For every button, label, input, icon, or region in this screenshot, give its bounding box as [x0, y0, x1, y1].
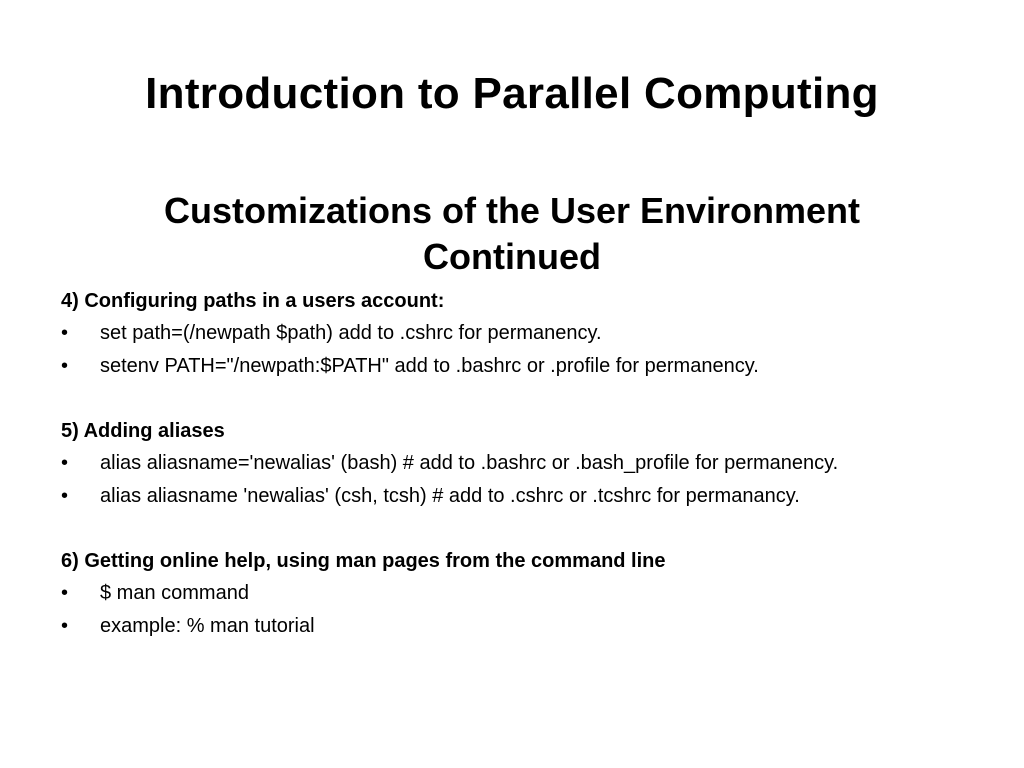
bullet-icon: •	[61, 485, 69, 507]
list-item	[61, 447, 1001, 480]
section-heading-paths: 4) Configuring paths in a users account:	[61, 290, 445, 312]
slide-subtitle	[112, 188, 912, 280]
bullet-icon: •	[61, 322, 69, 344]
section-heading-aliases: 5) Adding aliases	[61, 420, 225, 442]
subtitle-line-2: Continued	[423, 236, 601, 277]
slide-body	[61, 285, 1001, 643]
list-item-text: alias aliasname='newalias' (bash) # add to .bashrc or .bash_profile for permanency.	[100, 452, 839, 474]
list-item	[61, 577, 1001, 610]
list-item	[61, 350, 1001, 383]
list-item-text: $ man command	[100, 582, 249, 604]
list-item	[61, 610, 1001, 643]
subtitle-line-1: Customizations of the User Environment	[163, 190, 861, 231]
list-item	[61, 480, 1001, 513]
slide-title: Introduction to Parallel Computing	[145, 69, 879, 118]
list-item-text: alias aliasname 'newalias' (csh, tcsh) # add to .cshrc or .tcshrc for permanancy.	[100, 485, 800, 507]
spacer	[61, 383, 1001, 415]
list-item	[61, 317, 1001, 350]
bullet-icon: •	[61, 615, 69, 637]
bullet-icon: •	[61, 582, 69, 604]
list-item-text: set path=(/newpath $path) add to .cshrc for permanency.	[100, 322, 602, 344]
list-item-text: example: % man tutorial	[100, 615, 315, 637]
section-heading-help: 6) Getting online help, using man pages from the command line	[61, 550, 666, 572]
list-item-text: setenv PATH="/newpath:$PATH" add to .bashrc or .profile for permanency.	[100, 355, 759, 377]
bullet-icon: •	[61, 452, 69, 474]
spacer	[61, 513, 1001, 545]
bullet-icon: •	[61, 355, 69, 377]
